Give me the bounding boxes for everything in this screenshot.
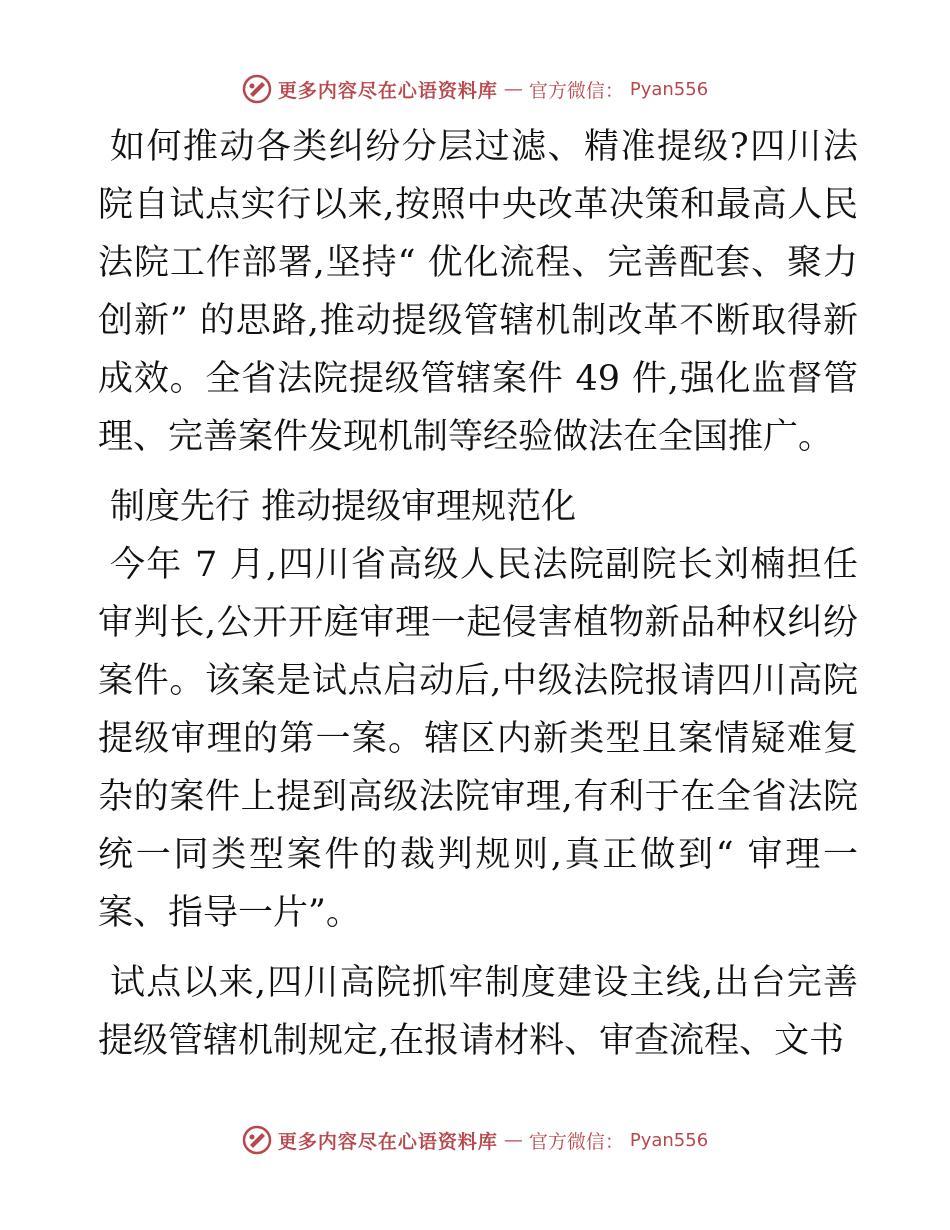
watermark-wechat-id: Pyan556 bbox=[629, 1129, 709, 1151]
watermark-separator: — bbox=[503, 78, 523, 100]
paragraph-case: 今年 7 月,四川省高级人民法院副院长刘楠担任审判长,公开开庭审理一起侵害植物新品种权纠纷案件。该案是试点启动后,中级法院报请四川高院提级审理的第一案。辖区内新类型且案情疑难复杂的案件上提到高级法院审理,有利于在全省法院统一同类型案件的裁判规则,真正做到“ 审理一案、指导一片”。 bbox=[98, 545, 858, 933]
watermark-wechat-label: 官方微信： bbox=[528, 1130, 624, 1153]
watermark-main-text: 更多内容尽在心语资料库 bbox=[277, 1130, 498, 1153]
watermark-main-text: 更多内容尽在心语资料库 bbox=[277, 79, 498, 102]
logo-icon bbox=[242, 1125, 272, 1155]
section-heading: 制度先行 推动提级审理规范化 bbox=[110, 487, 577, 527]
watermark-wechat-label: 官方微信： bbox=[528, 79, 624, 102]
watermark-footer bbox=[0, 1125, 950, 1155]
paragraph-system: 试点以来,四川高院抓牢制度建设主线,出台完善提级管辖机制规定,在报请材料、审查流程、文书 bbox=[98, 963, 858, 1061]
watermark-wechat-id: Pyan556 bbox=[629, 78, 709, 100]
logo-icon bbox=[242, 74, 272, 104]
paragraph-intro: 如何推动各类纠纷分层过滤、精准提级?四川法院自试点实行以来,按照中央改革决策和最高人民法院工作部署,坚持“ 优化流程、完善配套、聚力创新” 的思路,推动提级管辖机制改革不断取得新成效。全省法院提级管辖案件 49 件,强化监督管理、完善案件发现机制等经验做法在全国推广。 bbox=[98, 127, 858, 457]
watermark-separator: — bbox=[503, 1129, 523, 1151]
watermark-header bbox=[0, 74, 950, 104]
document-body bbox=[98, 118, 858, 1070]
